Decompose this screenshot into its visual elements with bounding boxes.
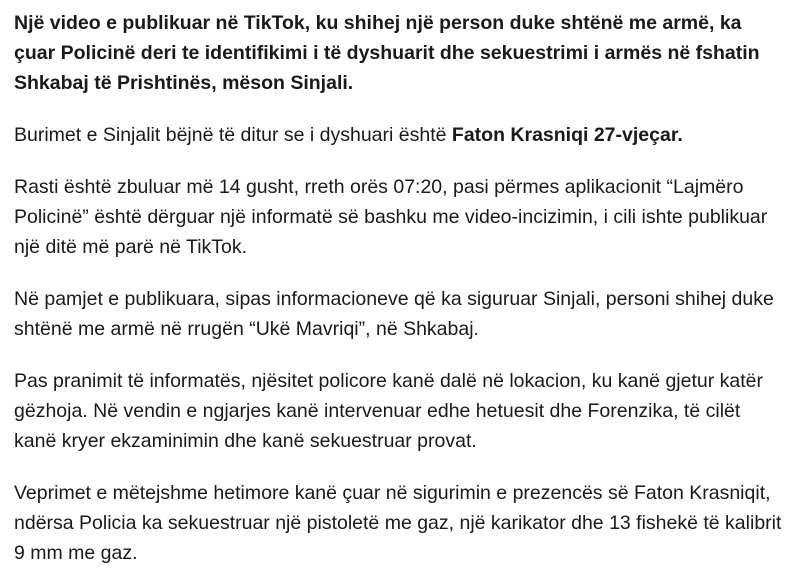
article-paragraph-police-response: Pas pranimit të informatës, njësitet policore kanë dalë në lokacion, ku kanë gjetur katër gëzhoja. Në vendin e ngjarjes kanë intervenuar edhe hetuesit dhe Forenzika, të cilët kanë kryer ekzaminimin dhe kanë sekuestruar provat. [14,370,763,452]
article-paragraph-suspect [14,120,786,150]
suspect-name: Faton Krasniqi 27-vjeçar. [451,124,683,146]
article-lead-paragraph: Një video e publikuar në TikTok, ku shihej një person duke shtënë me armë, ka çuar Policinë deri te identifikimi i të dyshuarit dhe sekuestrimi i armës në fshatin Shkabaj të Prishtinës, mëson Sinjali. [14,12,760,94]
article-paragraph-discovery: Rasti është zbuluar më 14 gusht, rreth orës 07:20, pasi përmes aplikacionit “Lajmëro Policinë” është dërguar një informatë së bashku me video-incizimin, i cili ishte publikuar një ditë më parë në TikTok. [14,176,768,258]
suspect-intro-text: Burimet e Sinjalit bëjnë të ditur se i dyshuari është [14,124,452,146]
article-paragraph-seizure: Veprimet e mëtejshme hetimore kanë çuar në sigurimin e prezencës së Faton Krasniqit, ndërsa Policia ka sekuestruar një pistoletë me gaz, një karikator dhe 13 fishekë të kalibrit 9 mm me gaz. [14,482,782,564]
article-paragraph-footage: Në pamjet e publikuara, sipas informacioneve që ka siguruar Sinjali, personi shihej duke shtënë me armë në rrugën “Ukë Mavriqi”, në Shkabaj. [14,288,774,340]
